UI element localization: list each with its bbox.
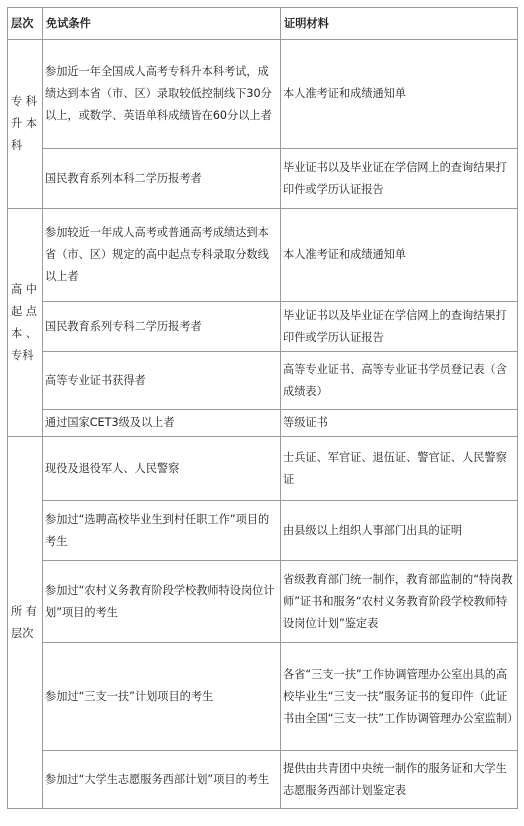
header-condition: 免试条件	[43, 8, 281, 40]
condition-cell: 通过国家CET3级及以上者	[43, 410, 281, 437]
table-row	[8, 561, 518, 643]
table-row	[8, 643, 518, 751]
proof-cell: 省级教育部门统一制作，教育部监制的“特岗教师”证书和服务“农村义务教育阶段学校教师特设岗位计划”鉴定表	[281, 561, 518, 643]
proof-cell: 高等专业证书、高等专业证书学员登记表（含成绩表）	[281, 352, 518, 410]
proof-cell: 等级证书	[281, 410, 518, 437]
table-row	[8, 149, 518, 209]
condition-cell: 参加过“选聘高校毕业生到村任职工作”项目的考生	[43, 501, 281, 561]
table-row	[8, 410, 518, 437]
header-proof: 证明材料	[281, 8, 518, 40]
table-header-row	[8, 8, 518, 40]
level-cell: 专 科 升 本 科	[8, 40, 43, 209]
condition-cell: 参加过“农村义务教育阶段学校教师特设岗位计划”项目的考生	[43, 561, 281, 643]
proof-cell: 毕业证书以及毕业证在学信网上的查询结果打印件或学历认证报告	[281, 149, 518, 209]
proof-cell: 本人准考证和成绩通知单	[281, 40, 518, 149]
table-row	[8, 437, 518, 501]
proof-cell: 士兵证、军官证、退伍证、警官证、人民警察证	[281, 437, 518, 501]
header-level: 层次	[8, 8, 43, 40]
proof-cell: 毕业证书以及毕业证在学信网上的查询结果打印件或学历认证报告	[281, 302, 518, 352]
level-cell: 高 中 起 点 本 、专科	[8, 209, 43, 437]
proof-cell: 各省“三支一扶”工作协调管理办公室出具的高校毕业生“三支一扶”服务证书的复印件（此证书由全国“三支一扶”工作协调管理办公室监制）	[281, 643, 518, 751]
condition-cell: 高等专业证书获得者	[43, 352, 281, 410]
table-row	[8, 352, 518, 410]
condition-cell: 国民教育系列本科二学历报考者	[43, 149, 281, 209]
condition-cell: 参加近一年全国成人高考专科升本科考试，成绩达到本省（市、区）录取较低控制线下30分以上，或数学、英语单科成绩皆在60分以上者	[43, 40, 281, 149]
proof-cell: 由县级以上组织人事部门出具的证明	[281, 501, 518, 561]
table-row	[8, 209, 518, 302]
table-row	[8, 40, 518, 149]
condition-cell: 参加过“三支一扶”计划项目的考生	[43, 643, 281, 751]
table-row	[8, 501, 518, 561]
condition-cell: 参加过“大学生志愿服务西部计划”项目的考生	[43, 751, 281, 809]
level-cell: 所 有层次	[8, 437, 43, 809]
proof-cell: 提供由共青团中央统一制作的服务证和大学生志愿服务西部计划鉴定表	[281, 751, 518, 809]
condition-cell: 参加较近一年成人高考或普通高考成绩达到本省（市、区）规定的高中起点专科录取分数线以上者	[43, 209, 281, 302]
table-row	[8, 302, 518, 352]
proof-cell: 本人准考证和成绩通知单	[281, 209, 518, 302]
table-row	[8, 751, 518, 809]
condition-cell: 国民教育系列专科二学历报考者	[43, 302, 281, 352]
condition-cell: 现役及退役军人、人民警察	[43, 437, 281, 501]
exemption-table	[7, 7, 518, 809]
